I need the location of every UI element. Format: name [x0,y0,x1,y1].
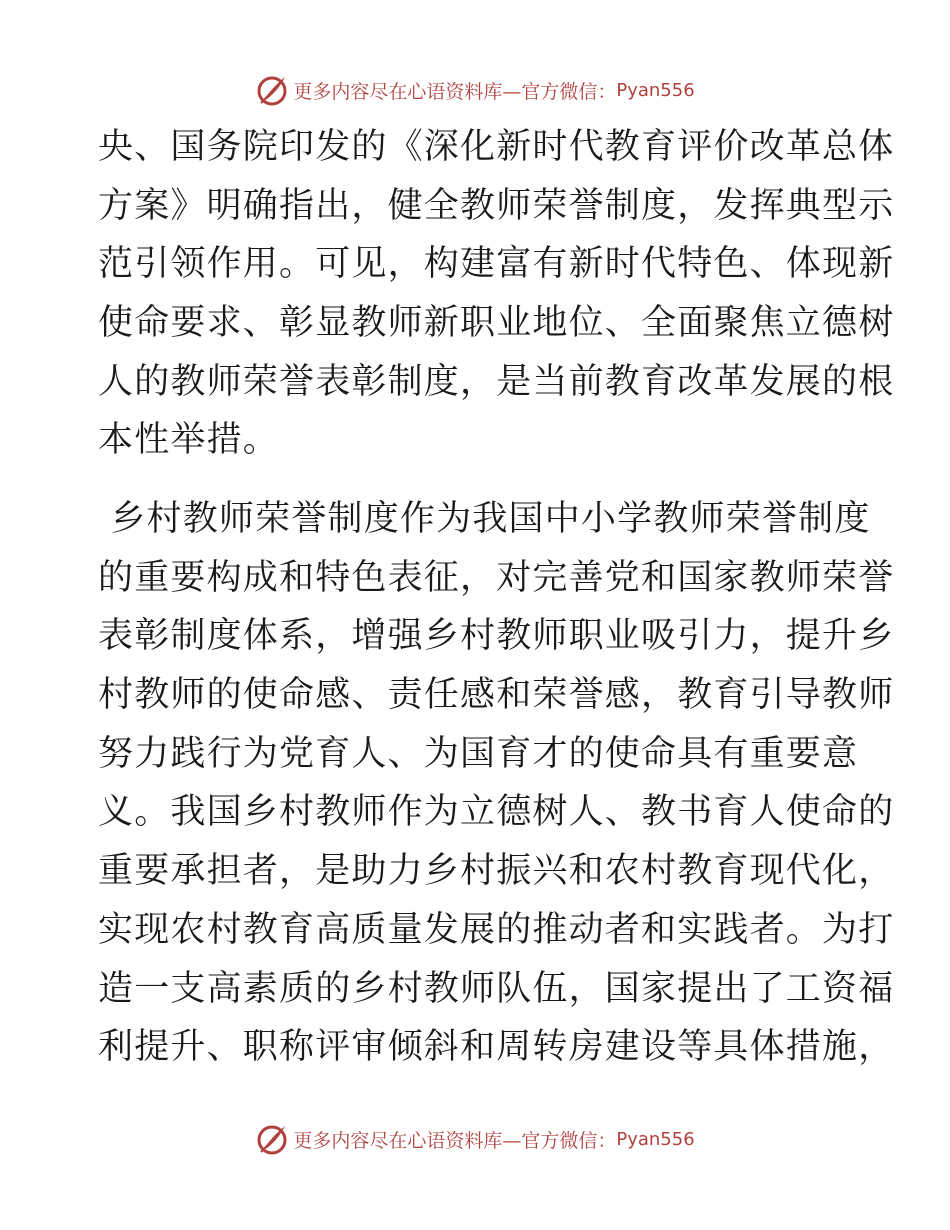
watermark-wechat-id: Pyan556 [616,1128,695,1150]
text-line: 利提升、职称评审倾斜和周转房建设等具体措施， [98,1027,895,1068]
text-line: 范引领作用。可见，构建富有新时代特色、体现新 [98,244,895,285]
footer-watermark [0,1119,950,1159]
text-line: 本性举措。 [98,420,280,461]
text-line: 央、国务院印发的《深化新时代教育评价改革总体 [98,127,895,167]
text-line: 乡村教师荣誉制度作为我国中小学教师荣誉制度 [98,499,871,539]
text-line: 造一支高素质的乡村教师队伍，国家提出了工资福 [98,968,895,1009]
text-line: 人的教师荣誉表彰制度，是当前教育改革发展的根 [98,361,895,402]
header-watermark [0,70,950,110]
text-line: 努力践行为党育人、为国育才的使命具有重要意 [98,733,859,774]
quill-logo-icon [255,1122,289,1156]
text-line: 实现农村教育高质量发展的推动者和实践者。为打 [98,909,895,950]
text-line: 方案》明确指出，健全教师荣誉制度，发挥典型示 [98,185,895,226]
text-line: 表彰制度体系，增强乡村教师职业吸引力，提升乡 [98,616,895,657]
text-line: 使命要求、彰显教师新职业地位、全面聚焦立德树 [98,303,895,344]
text-line: 的重要构成和特色表征，对完善党和国家教师荣誉 [98,557,895,598]
text-line: 村教师的使命感、责任感和荣誉感，教育引导教师 [98,675,895,716]
text-line: 重要承担者，是助力乡村振兴和农村教育现代化， [98,851,895,892]
watermark-brand-text: 更多内容尽在心语资料库—官方微信： [293,1129,617,1152]
paragraph-1 [98,118,895,470]
watermark-wechat-id: Pyan556 [616,79,695,101]
paragraph-2 [98,490,895,1077]
text-line: 义。我国乡村教师作为立德树人、教书育人使命的 [98,792,895,833]
quill-logo-icon [255,73,289,107]
watermark-brand-text: 更多内容尽在心语资料库—官方微信： [293,80,617,103]
